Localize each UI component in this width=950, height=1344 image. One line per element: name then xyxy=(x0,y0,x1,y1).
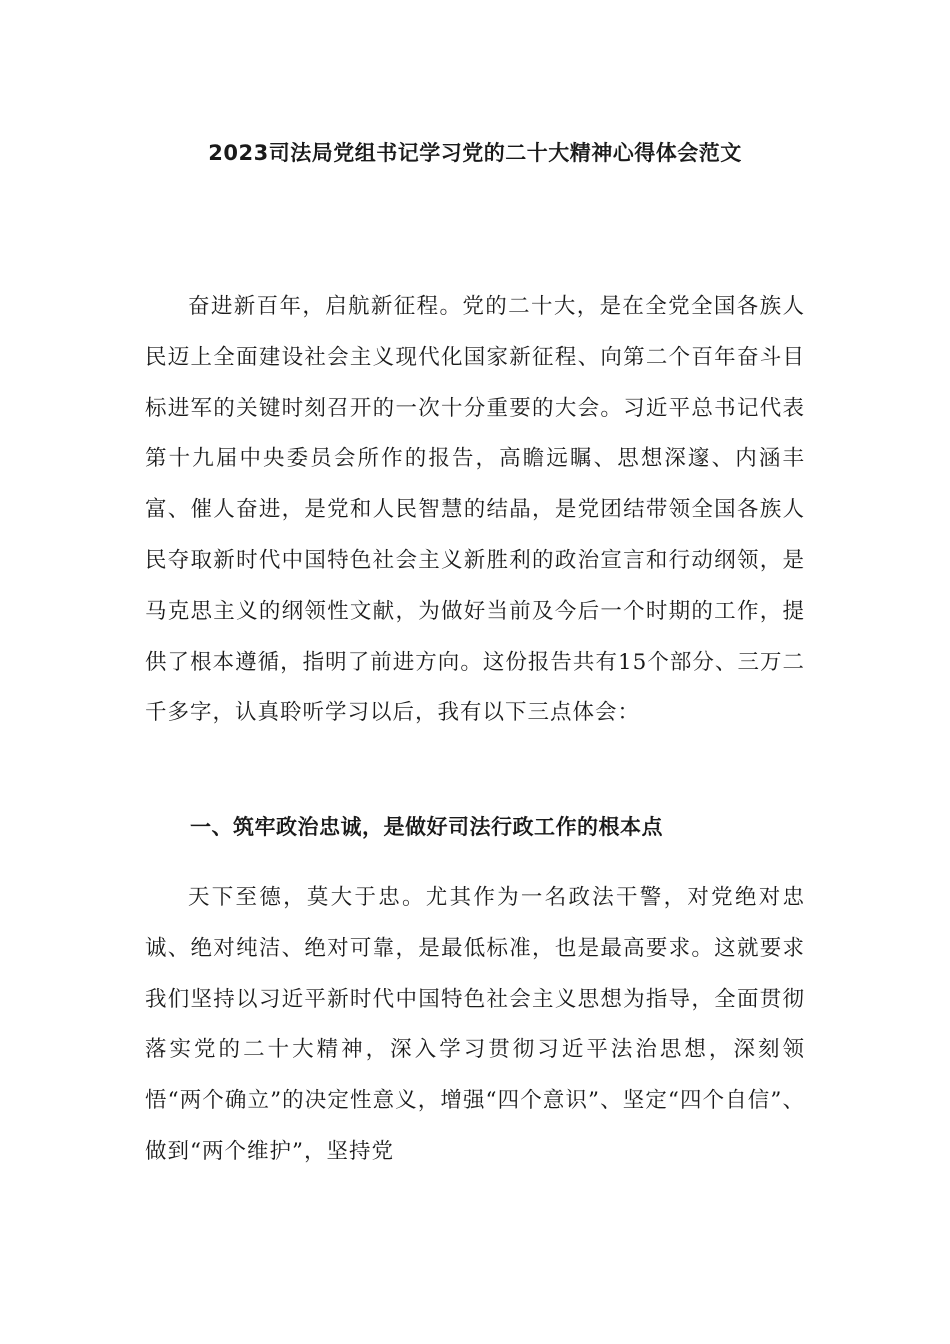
paragraph-section-1: 天下至德，莫大于忠。尤其作为一名政法干警，对党绝对忠诚、绝对纯洁、绝对可靠，是最低标准，也是最高要求。这就要求我们坚持以习近平新时代中国特色社会主义思想为指导，全面贯彻落实党的二十大精神，深入学习贯彻习近平法治思想，深刻领悟“两个确立”的决定性意义，增强“四个意识”、坚定“四个自信”、做到“两个维护”，坚持党 xyxy=(145,885,805,1164)
section-heading-1: 一、筑牢政治忠诚，是做好司法行政工作的根本点 xyxy=(190,815,663,839)
paragraph-intro: 奋进新百年，启航新征程。党的二十大，是在全党全国各族人民迈上全面建设社会主义现代化国家新征程、向第二个百年奋斗目标进军的关键时刻召开的一次十分重要的大会。习近平总书记代表第十九届中央委员会所作的报告，高瞻远瞩、思想深邃、内涵丰富、催人奋进，是党和人民智慧的结晶，是党团结带领全国各族人民夺取新时代中国特色社会主义新胜利的政治宣言和行动纲领，是马克思主义的纲领性文献，为做好当前及今后一个时期的工作，提供了根本遵循，指明了前进方向。这份报告共有15个部分、三万二千多字，认真聆听学习以后，我有以下三点体会： xyxy=(145,294,805,726)
document-title: 2023司法局党组书记学习党的二十大精神心得体会范文 xyxy=(208,141,742,165)
